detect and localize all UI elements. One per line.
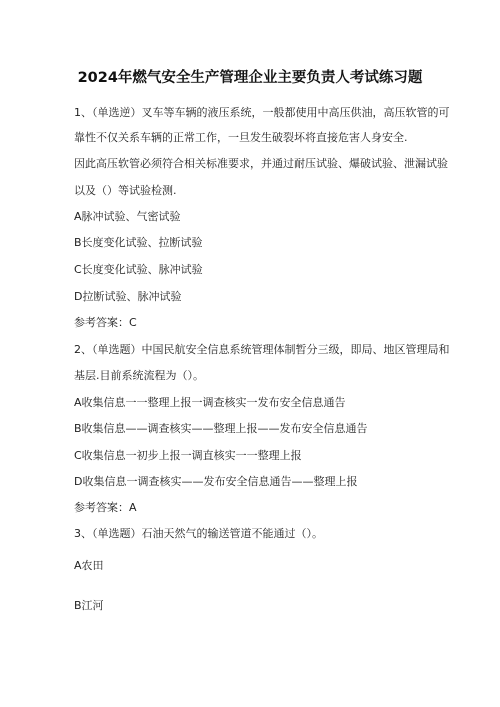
question-2-option-c: C收集信息一初步上报一调直核实一一整理上报 <box>74 449 302 462</box>
question-3-option-b: B江河 <box>74 599 104 612</box>
question-1-line-3: 因此高压软管必须符合相关标准要求，并通过耐压试验、爆破试验、泄漏试验 <box>74 157 448 170</box>
question-1-answer: 参考答案：C <box>74 316 137 329</box>
question-1-option-b: B长度变化试验、拉断试验 <box>74 236 203 249</box>
question-3-option-a: A农田 <box>74 559 104 572</box>
question-2-line-1: 2、（单选题）中国民航安全信息系统管理体制暂分三级，即局、地区管理局和 <box>74 343 450 356</box>
question-2-option-a: A收集信息一一整理上报一调查核实一发布安全信息通告 <box>74 396 346 409</box>
document-title: 2024年燃气安全生产管理企业主要负责人考试练习题 <box>77 70 423 86</box>
question-1-option-a: A脉冲试验、气密试验 <box>74 210 181 223</box>
question-1-line-2: 靠性不仅关系车辆的正常工作，一旦发生破裂坏将直接危害人身安全. <box>74 131 408 144</box>
question-1-line-1: 1、（单选逆）叉车等车辆的液压系统，一般都使用中高压供油，高压软管的可 <box>74 106 450 119</box>
question-1-line-4: 以及（）等试验检测. <box>74 184 177 197</box>
question-2-answer: 参考答案：A <box>74 501 137 514</box>
question-2-line-2: 基层.目前系统流程为（）。 <box>74 369 204 382</box>
question-2-option-d: D收集信息一调查核实——发布安全信息通告——整理上报 <box>74 475 358 488</box>
question-3-line-1: 3、（单选题）石油天然气的输送管道不能通过（）。 <box>74 527 323 540</box>
question-2-option-b: B收集信息——调查核实——整理上报——发布安全信息通告 <box>74 422 368 435</box>
question-1-option-c: C长度变化试验、脉冲试验 <box>74 263 203 276</box>
question-1-option-d: D拉断试验、脉冲试验 <box>74 290 182 303</box>
